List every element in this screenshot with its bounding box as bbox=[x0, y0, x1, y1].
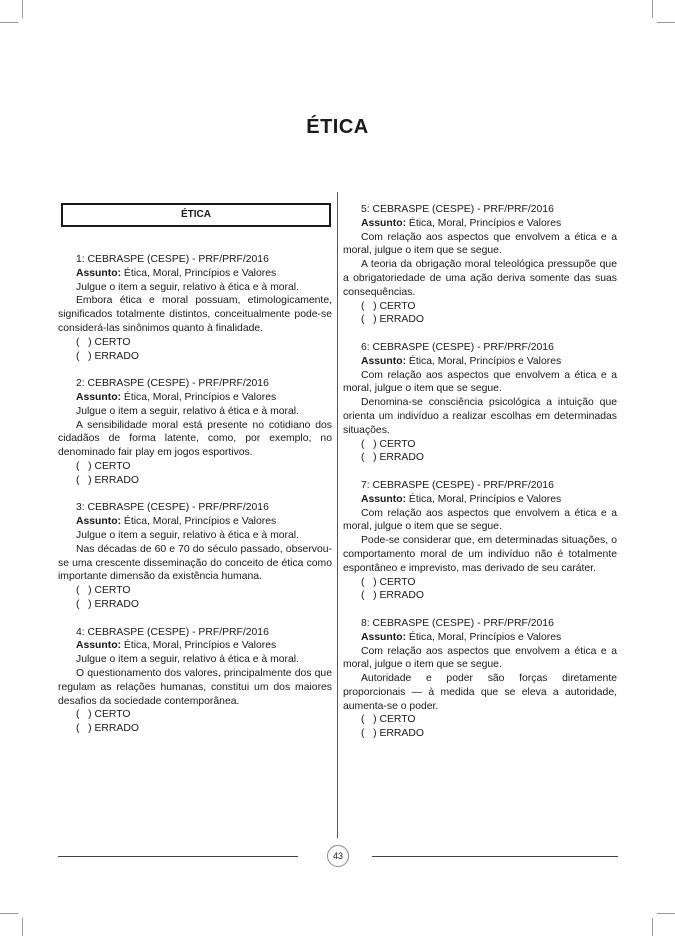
question-header: 8: CEBRASPE (CESPE) - PRF/PRF/2016 bbox=[361, 617, 554, 629]
crop-mark bbox=[652, 0, 653, 18]
section-label: ÉTICA bbox=[181, 209, 211, 220]
question-subject bbox=[58, 639, 332, 653]
subject-value: Ética, Moral, Princípios e Valores bbox=[123, 267, 277, 279]
subject-value: Ética, Moral, Princípios e Valores bbox=[123, 391, 277, 403]
question-block bbox=[343, 617, 617, 741]
crop-mark bbox=[0, 913, 18, 914]
question-header: 3: CEBRASPE (CESPE) - PRF/PRF/2016 bbox=[76, 502, 269, 514]
option-errado: ( ) ERRADO bbox=[76, 474, 139, 486]
question-subject bbox=[58, 391, 332, 405]
question-header: 6: CEBRASPE (CESPE) - PRF/PRF/2016 bbox=[361, 341, 554, 353]
question-subject bbox=[343, 355, 617, 369]
option-certo: ( ) CERTO bbox=[76, 336, 131, 348]
question-text: Denomina-se consciência psicológica a intuição que orienta um indivíduo a realizar escolhas em determinadas situações. bbox=[343, 397, 617, 436]
option-errado: ( ) ERRADO bbox=[76, 723, 139, 735]
left-column bbox=[58, 253, 332, 750]
page-title: ÉTICA bbox=[306, 116, 369, 138]
question-header: 1: CEBRASPE (CESPE) - PRF/PRF/2016 bbox=[76, 254, 269, 265]
subject-value: Ética, Moral, Princípios e Valores bbox=[408, 631, 562, 643]
crop-mark bbox=[22, 0, 23, 18]
option-errado: ( ) ERRADO bbox=[76, 598, 139, 610]
question-block bbox=[58, 253, 332, 363]
question-header: 4: CEBRASPE (CESPE) - PRF/PRF/2016 bbox=[76, 626, 269, 638]
right-column bbox=[343, 203, 617, 755]
question-text: Julgue o item a seguir, relativo à ética e à moral. bbox=[76, 405, 299, 417]
option-certo: ( ) CERTO bbox=[76, 709, 131, 721]
question-block bbox=[343, 203, 617, 327]
subject-value: Ética, Moral, Princípios e Valores bbox=[123, 640, 277, 652]
column-divider bbox=[337, 192, 338, 838]
subject-value: Ética, Moral, Princípios e Valores bbox=[408, 217, 562, 229]
question-text: A sensibilidade moral está presente no cotidiano dos cidadãos de forma latente, como, por exemplo, no denominado fair play em jogos esportivos. bbox=[58, 419, 332, 459]
option-errado: ( ) ERRADO bbox=[361, 590, 424, 602]
question-block bbox=[58, 626, 332, 736]
option-certo: ( ) CERTO bbox=[361, 714, 416, 726]
crop-mark bbox=[652, 918, 653, 936]
subject-label: Assunto: bbox=[76, 267, 122, 279]
question-text: Nas décadas de 60 e 70 do século passado, observou-se uma crescente disseminação do conceito de ética como importante dimensão da existência humana. bbox=[58, 543, 332, 583]
option-certo: ( ) CERTO bbox=[76, 460, 131, 472]
question-header: 7: CEBRASPE (CESPE) - PRF/PRF/2016 bbox=[361, 479, 554, 491]
subject-label: Assunto: bbox=[76, 516, 122, 528]
subject-label: Assunto: bbox=[361, 493, 407, 505]
section-label-box bbox=[61, 203, 331, 227]
option-certo: ( ) CERTO bbox=[361, 576, 416, 588]
question-block bbox=[58, 377, 332, 487]
option-errado: ( ) ERRADO bbox=[361, 452, 424, 464]
question-text: Julgue o item a seguir, relativo à ética e à moral. bbox=[76, 529, 299, 541]
question-text: Embora ética e moral possuam, etimologicamente, significados totalmente distintos, conceitualmente pode-se considerá-las sinônimos quanto à finalidade. bbox=[58, 295, 332, 334]
question-text: Pode-se considerar que, em determinadas situações, o comportamento moral de um indivíduo não é totalmente espontâneo e imprevisto, mas derivado de seu caráter. bbox=[343, 535, 617, 574]
question-subject bbox=[343, 217, 617, 231]
question-text: A teoria da obrigação moral teleológica pressupõe que a obrigatoriedade de uma ação deriva somente das suas consequências. bbox=[343, 259, 617, 298]
question-text: Julgue o item a seguir, relativo à ética e à moral. bbox=[76, 654, 299, 666]
question-block bbox=[343, 479, 617, 603]
question-text: Autoridade e poder são forças diretamente proporcionais — à medida que se eleva a autoridade, aumenta-se o poder. bbox=[343, 673, 617, 712]
crop-mark bbox=[0, 22, 18, 23]
question-text: O questionamento dos valores, principalmente dos que regulam as relações humanas, constitui um dos maiores desafios da sociedade contemporânea. bbox=[58, 667, 332, 707]
crop-mark bbox=[22, 918, 23, 936]
subject-label: Assunto: bbox=[76, 391, 122, 403]
question-header: 5: CEBRASPE (CESPE) - PRF/PRF/2016 bbox=[361, 204, 554, 215]
question-text: Com relação aos aspectos que envolvem a ética e a moral, julgue o item que se segue. bbox=[343, 507, 617, 533]
subject-label: Assunto: bbox=[361, 217, 407, 229]
option-errado: ( ) ERRADO bbox=[361, 314, 424, 326]
question-text: Com relação aos aspectos que envolvem a ética e a moral, julgue o item que se segue. bbox=[343, 231, 617, 257]
option-errado: ( ) ERRADO bbox=[361, 728, 424, 740]
subject-value: Ética, Moral, Princípios e Valores bbox=[123, 516, 277, 528]
question-text: Julgue o item a seguir, relativo à ética e à moral. bbox=[76, 281, 299, 293]
page-number: 43 bbox=[327, 845, 349, 867]
subject-label: Assunto: bbox=[76, 640, 122, 652]
question-block bbox=[58, 501, 332, 611]
question-header: 2: CEBRASPE (CESPE) - PRF/PRF/2016 bbox=[76, 378, 269, 390]
option-certo: ( ) CERTO bbox=[361, 300, 416, 312]
question-text: Com relação aos aspectos que envolvem a ética e a moral, julgue o item que se segue. bbox=[343, 645, 617, 671]
question-subject bbox=[343, 493, 617, 507]
question-subject bbox=[343, 631, 617, 645]
footer-line-left bbox=[58, 856, 298, 857]
question-subject bbox=[58, 515, 332, 529]
crop-mark bbox=[657, 22, 675, 23]
subject-value: Ética, Moral, Princípios e Valores bbox=[408, 493, 562, 505]
option-certo: ( ) CERTO bbox=[361, 438, 416, 450]
subject-label: Assunto: bbox=[361, 355, 407, 367]
option-errado: ( ) ERRADO bbox=[76, 350, 139, 362]
question-block bbox=[343, 341, 617, 465]
question-subject bbox=[58, 267, 332, 281]
option-certo: ( ) CERTO bbox=[76, 585, 131, 597]
subject-value: Ética, Moral, Princípios e Valores bbox=[408, 355, 562, 367]
subject-label: Assunto: bbox=[361, 631, 407, 643]
crop-mark bbox=[657, 913, 675, 914]
footer-line-right bbox=[372, 856, 618, 857]
question-text: Com relação aos aspectos que envolvem a ética e a moral, julgue o item que se segue. bbox=[343, 369, 617, 395]
